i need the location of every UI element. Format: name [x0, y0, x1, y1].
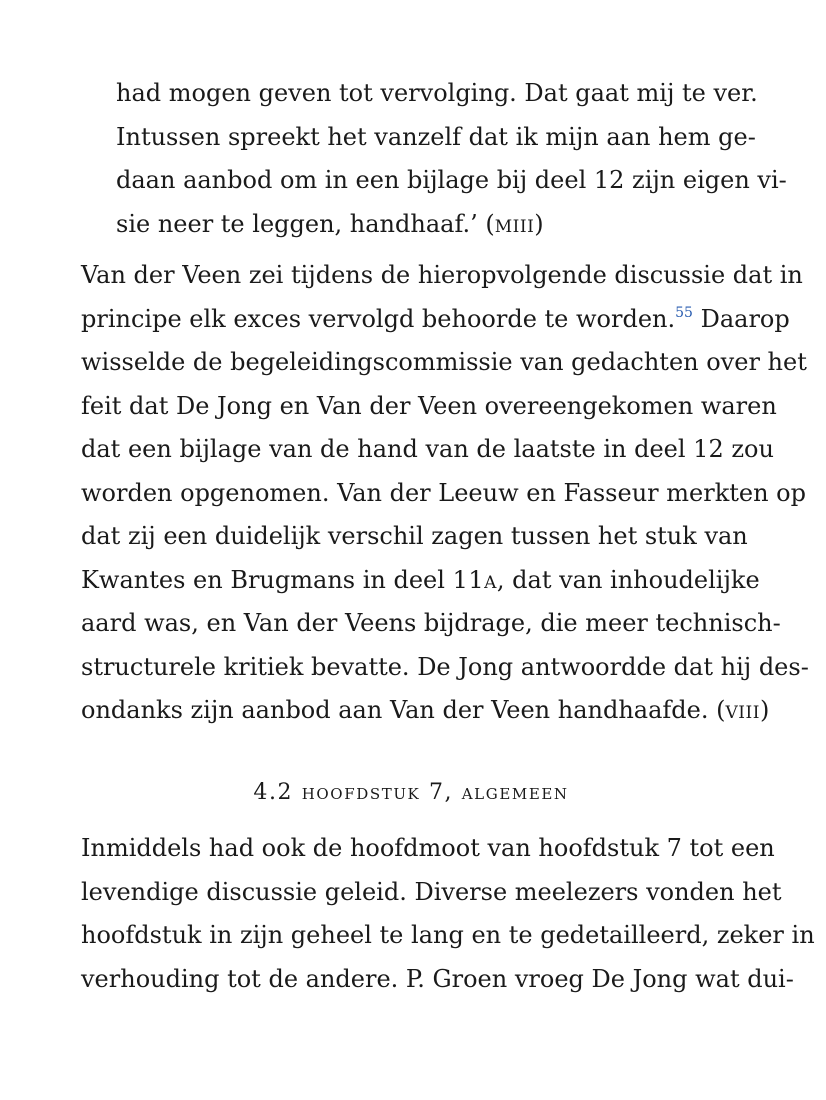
paragraph-line: wisselde de begeleidingscommissie van gedachten over het — [81, 348, 807, 376]
quote-line: daan aanbod om in een bijlage bij deel 12 zijn eigen vi- — [116, 166, 787, 194]
quote-line: Intussen spreekt het vanzelf dat ik mijn aan hem ge- — [116, 122, 756, 151]
quote-reference-close: ) — [534, 209, 544, 238]
paragraph-text: Daarop — [692, 304, 790, 333]
paragraph-line — [81, 559, 760, 603]
paragraph-line: worden opgenomen. Van der Leeuw en Fasseur merkten op — [81, 478, 806, 507]
section-heading: 4.2 hoofdstuk 7, algemeen — [253, 779, 569, 805]
paragraph-line: levendige discussie geleid. Diverse meelezers vonden het — [81, 877, 782, 906]
paragraph-line — [81, 298, 790, 342]
paragraph-line: hoofdstuk in zijn geheel te lang en te gedetailleerd, zeker in — [81, 921, 815, 949]
paragraph-line: structurele kritiek bevatte. De Jong antwoordde dat hij des- — [81, 652, 809, 681]
quote-line-last — [116, 203, 741, 247]
paragraph-line — [81, 689, 770, 733]
quote-reference: miii — [494, 209, 535, 238]
paragraph-line: dat een bijlage van de hand van de laatste in deel 12 zou — [81, 435, 774, 463]
volume-reference: 11a — [452, 565, 497, 594]
page-body — [81, 72, 815, 1001]
paragraph-line: Inmiddels had ook de hoofdmoot van hoofdstuk 7 tot een — [81, 834, 775, 862]
block-quote — [81, 72, 787, 246]
paragraph-line: feit dat De Jong en Van der Veen overeengekomen waren — [81, 391, 777, 420]
footnote-reference-link[interactable]: 55 — [675, 304, 693, 321]
quote-line: had mogen geven tot vervolging. Dat gaat mij te ver. — [116, 79, 758, 107]
paragraph-line: aard was, en Van der Veens bijdrage, die meer technisch- — [81, 609, 781, 637]
paragraph-text: ) — [759, 696, 770, 724]
paragraph-line: verhouding tot de andere. P. Groen vroeg De Jong wat dui- — [81, 964, 794, 993]
quote-line-text: sie neer te leggen, handhaaf.’ ( — [116, 209, 495, 238]
paragraph-text: , dat van inhoudelijke — [496, 565, 760, 594]
paragraph-line: Van der Veen zei tijdens de hieropvolgende discussie dat in — [81, 261, 803, 289]
paragraph-line: dat zij een duidelijk verschil zagen tussen het stuk van — [81, 522, 748, 550]
paragraph-text: ondanks zijn aanbod aan Van der Veen handhaafde. ( — [81, 696, 726, 724]
paragraph-1 — [81, 254, 809, 733]
paragraph-text: Kwantes en Brugmans in deel — [81, 565, 453, 594]
paragraph-reference: viii — [725, 696, 760, 724]
paragraph-text: principe elk exces vervolgd behoorde te worden. — [81, 304, 676, 333]
paragraph-2 — [81, 827, 815, 1001]
